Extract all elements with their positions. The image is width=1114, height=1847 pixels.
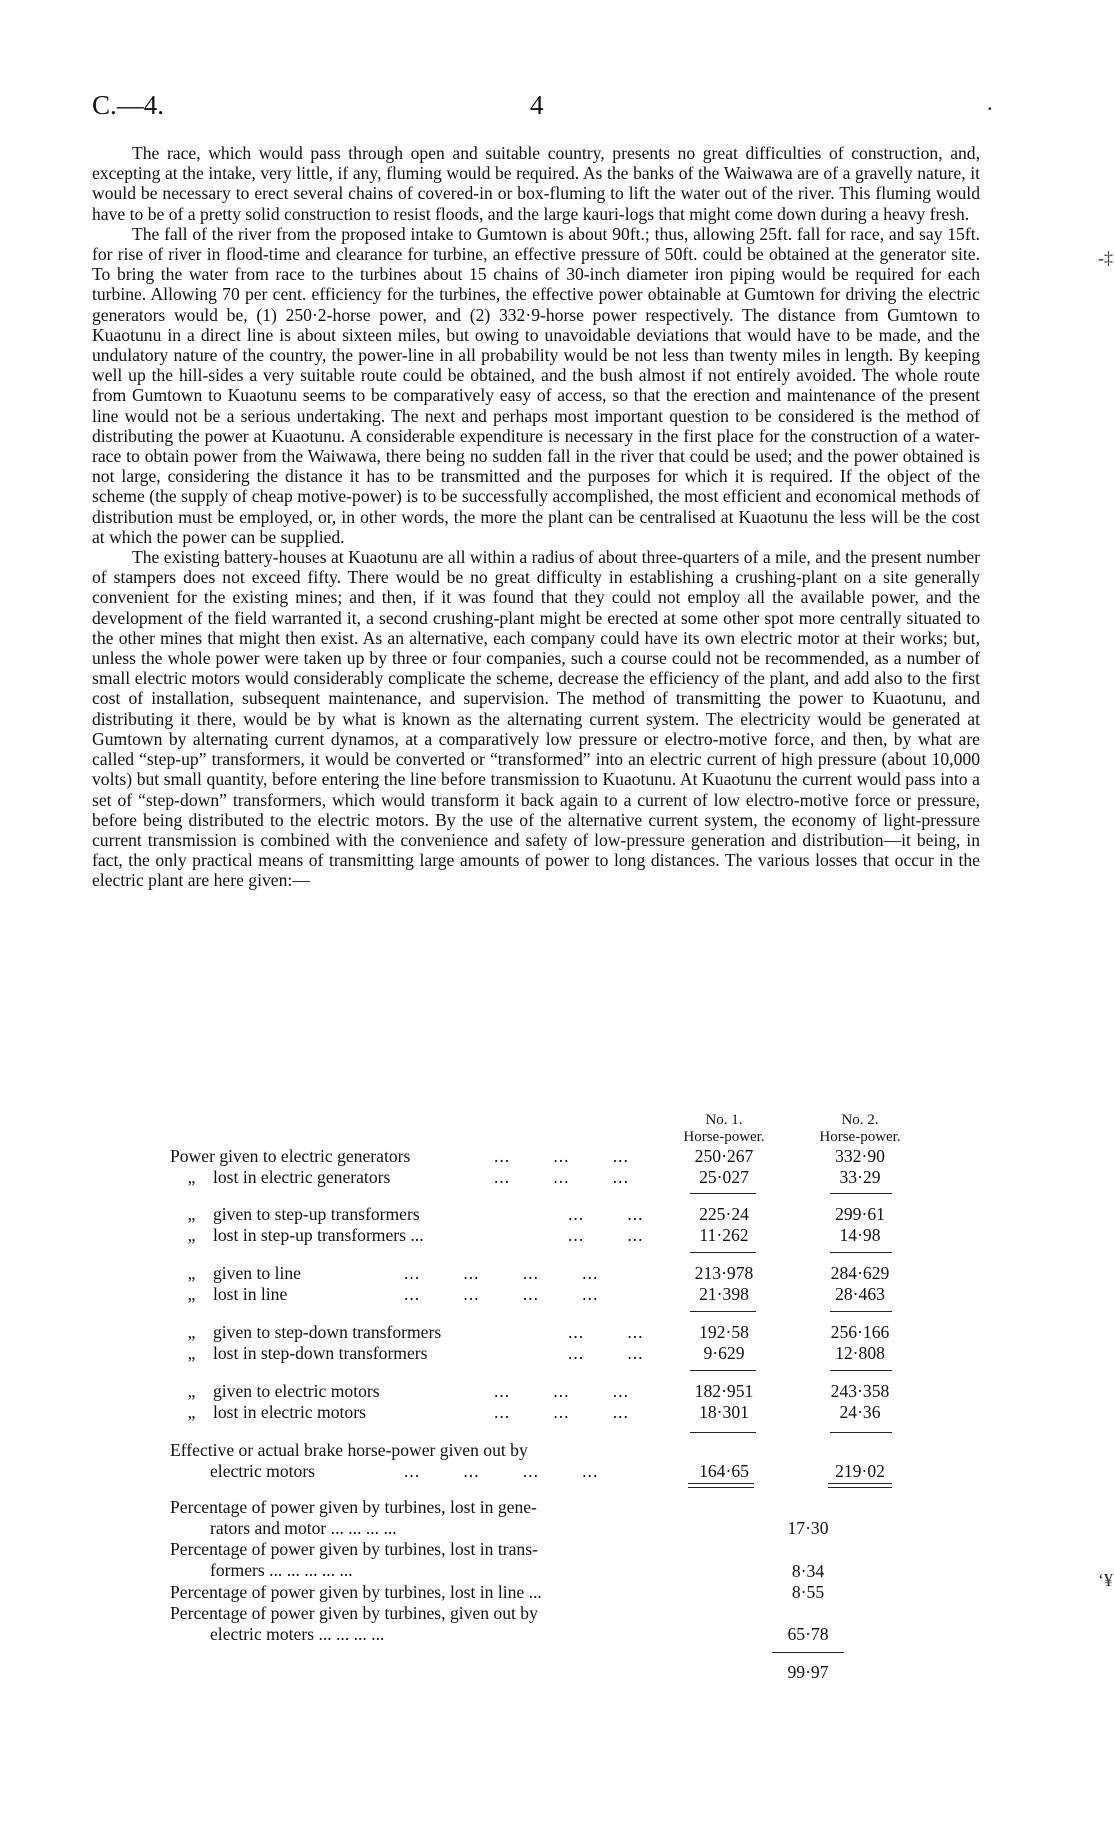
leader-dots: ... ... ... [494,1146,629,1166]
value-no1: 250·267 [694,1146,754,1166]
value-no1: 213·978 [694,1263,754,1283]
row-label: „ lost in electric generators [170,1167,391,1187]
percentage-item [170,1582,670,1603]
leader-dots: ... ... ... ... [404,1284,599,1304]
value-no1: 182·951 [694,1381,754,1401]
paragraph: The race, which would pass through open and suitable country, presents no great difficulties of construction, and, excepting at the intake, very little, if any, fluming would be required. As the banks of the Waiwawa are of a gravelly nature, it would be necessary to erect several chains of covered-in or box-fluming to lift the water out of the river. This fluming would have to be of a pretty solid construction to resist floods, and the large kauri-logs that might come down during a heavy fresh. [92,143,980,224]
percentage-value: 8·55 [791,1582,825,1602]
value-no1: 192·58 [699,1322,749,1342]
value-no2: 33·29 [839,1167,881,1187]
subtotal-rule [830,1311,892,1312]
row-label: „ lost in step-up transformers ... [170,1225,424,1245]
header-dot: . [987,90,993,115]
table-row-effective [0,1440,1114,1461]
value-no2: 299·61 [835,1204,885,1224]
row-label: „ lost in step-down transformers [170,1343,428,1363]
percentage-text: rators and motor ... ... ... ... [210,1518,397,1538]
table-row [0,1343,1114,1364]
value-no2: 14·98 [839,1225,881,1245]
percentage-value: 65·78 [787,1624,829,1644]
column-header-unit: Horse-power. [819,1129,901,1145]
percentage-item [170,1603,670,1645]
value-no2: 284·629 [830,1263,890,1283]
leader-dots: ... ... ... ... [404,1263,599,1283]
percentage-value: 17·30 [787,1518,829,1538]
subtotal-rule [830,1193,892,1194]
value-no1: 21·398 [699,1284,749,1304]
table-row [0,1402,1114,1423]
paragraph: The fall of the river from the proposed intake to Gumtown is about 90ft.; thus, allowing 25ft. fall for race, and say 15ft. for rise of river in flood-time and clearance for turbine, an effective pressure of 50ft. could be obtained at the generator site. To bring the water from race to the turbines about 15 chains of 30-inch diameter iron piping would be required for each turbine. Allowing 70 per cent. efficiency for the turbines, the effective power obtainable at Gumtown for driving the electric generators would be, (1) 250·2-horse power, and (2) 332·9-horse power respectively. The distance from Gumtown to Kuaotunu in a direct line is about sixteen miles, but owing to unavoidable deviations that would have to be made, and the undulatory nature of the country, the power-line in all probability would be not less than twenty miles in length. By keeping well up the hill-sides a very suitable route could be obtained, and the bush almost if not entirely avoided. The whole route from Gumtown to Kuaotunu seems to be comparatively easy of access, so that the erection and maintenance of the present line would not be a serious undertaking. The next and perhaps most important question to be considered is the method of distributing the power at Kuaotunu. A considerable expenditure is necessary in the first place for the construction of a water-race to obtain power from the Waiwawa, there being no sudden fall in the river that could be used; and the power obtained is not large, considering the distance it has to be transmitted and the purposes for which it is required. If the object of the scheme (the supply of cheap motive-power) is to be successfully accomplished, the most efficient and economical methods of distribution must be employed, or, in other words, the more the plant can be centralised at Kuaotunu the less will be the cost at which the power can be supplied. [92,223,980,547]
value-no2: 28·463 [835,1284,885,1304]
subtotal-rule [830,1370,892,1371]
leader-dots: ... ... [568,1204,644,1224]
value-no1: 9·629 [703,1343,745,1363]
table-row [0,1322,1114,1343]
column-header-no2 [805,1112,915,1146]
total-double-rule [828,1483,892,1488]
column-header-title: No. 1. [705,1112,743,1128]
subtotal-rule [830,1252,892,1253]
percentage-item [170,1497,670,1539]
paragraph: The existing battery-houses at Kuaotunu are all within a radius of about three-quarters of a mile, and the present number of stampers does not exceed fifty. There would be no great difficulty in establishing a crushing-plant on a site generally convenient for the existing mines; and then, if it was found that they could not employ all the available power, and the development of the field warranted it, a second crushing-plant might be erected at some other spot more centrally situated to the other mines that might then exist. As an alternative, each company could have its own electric motor at their works; but, unless the whole power were taken up by three or four companies, such a course could not be recommended, as a number of small electric motors would considerably complicate the scheme, decrease the efficiency of the plant, and add also to the first cost of installation, subsequent maintenance, and supervision. The method of transmitting the power to Kuaotunu, and distributing it there, would be by what is known as the alternating current system. The electricity would be generated at Gumtown by alternating current dynamos, at a comparatively low pressure or electro-motive force, and then, by what are called “step-up” transformers, it would be converted or “transformed” into an electric current of high pressure (about 10,000 volts) but small quantity, before entering the line before transmission to Kuaotunu. At Kuaotunu the current would pass into a set of “step-down” transformers, which would transform it back again to a current of low electro-motive force or pressure, before being distributed to the electric motors. By the use of the alternative current system, the economy of light-pressure current transmission is combined with the convenience and safety of low-pressure generation and distribution—it being, in fact, the only practical means of transmitting large amounts of power to long distances. The various losses that occur in the electric plant are here given:— [92,547,980,891]
percentage-text: Percentage of power given by turbines, given out by [170,1603,538,1623]
value-no1: 164·65 [699,1461,749,1481]
table-row [0,1263,1114,1284]
subtotal-rule [830,1432,892,1433]
percentage-value: 8·34 [791,1561,825,1581]
table-row [0,1167,1114,1188]
table-row-effective [0,1461,1114,1482]
table-row [0,1146,1114,1167]
column-header-unit: Horse-power. [683,1129,765,1145]
row-label: Power given to electric generators [170,1146,411,1166]
value-no1: 25·027 [699,1167,749,1187]
value-no1: 225·24 [699,1204,749,1224]
table-row [0,1284,1114,1305]
subtotal-rule [690,1252,756,1253]
column-header-no1 [669,1112,779,1146]
row-label: electric motors [210,1461,316,1481]
row-label: „ given to line [170,1263,301,1283]
subtotal-rule [690,1432,756,1433]
page-header [92,90,993,130]
leader-dots: ... ... [568,1343,644,1363]
percentage-total: 99·97 [787,1662,829,1682]
row-label: Effective or actual brake horse-power given out by [170,1440,528,1460]
value-no1: 11·262 [699,1225,749,1245]
document-reference: C.—4. [92,90,165,120]
sum-rule [772,1652,844,1653]
leader-dots: ... ... ... [494,1402,629,1422]
percentage-item [170,1539,670,1581]
percentage-text: Percentage of power given by turbines, lost in trans- [170,1539,538,1559]
subtotal-rule [690,1311,756,1312]
table-row [0,1204,1114,1225]
leader-dots: ... ... ... [494,1167,629,1187]
value-no2: 24·36 [839,1402,881,1422]
column-header-title: No. 2. [841,1112,879,1128]
percentage-text: formers ... ... ... ... ... [210,1560,353,1580]
row-label: „ given to step-up transformers [170,1204,420,1224]
row-label: „ given to electric motors [170,1381,380,1401]
row-label: „ given to step-down transformers [170,1322,442,1342]
leader-dots: ... ... [568,1322,644,1342]
leader-dots: ... ... ... ... [404,1461,599,1481]
value-no2: 12·808 [835,1343,885,1363]
leader-dots: ... ... ... [494,1381,629,1401]
table-row [0,1381,1114,1402]
percentage-text: Percentage of power given by turbines, lost in line ... [170,1582,542,1602]
leader-dots: ... ... [568,1225,644,1245]
value-no2: 256·166 [830,1322,890,1342]
percentage-text: Percentage of power given by turbines, lost in gene- [170,1497,537,1517]
value-no2: 219·02 [835,1461,885,1481]
value-no2: 243·358 [830,1381,890,1401]
margin-mark: ‘¥ [1098,1570,1113,1590]
value-no2: 332·90 [835,1146,885,1166]
row-label: „ lost in electric motors [170,1402,366,1422]
subtotal-rule [690,1193,756,1194]
body-text [92,143,980,891]
percentage-text: electric moters ... ... ... ... [210,1624,385,1644]
subtotal-rule [690,1370,756,1371]
margin-mark: -‡ [1098,248,1113,268]
total-double-rule [688,1483,754,1488]
row-label: „ lost in line [170,1284,288,1304]
page-number: 4 [530,90,544,120]
table-row [0,1225,1114,1246]
value-no1: 18·301 [699,1402,749,1422]
